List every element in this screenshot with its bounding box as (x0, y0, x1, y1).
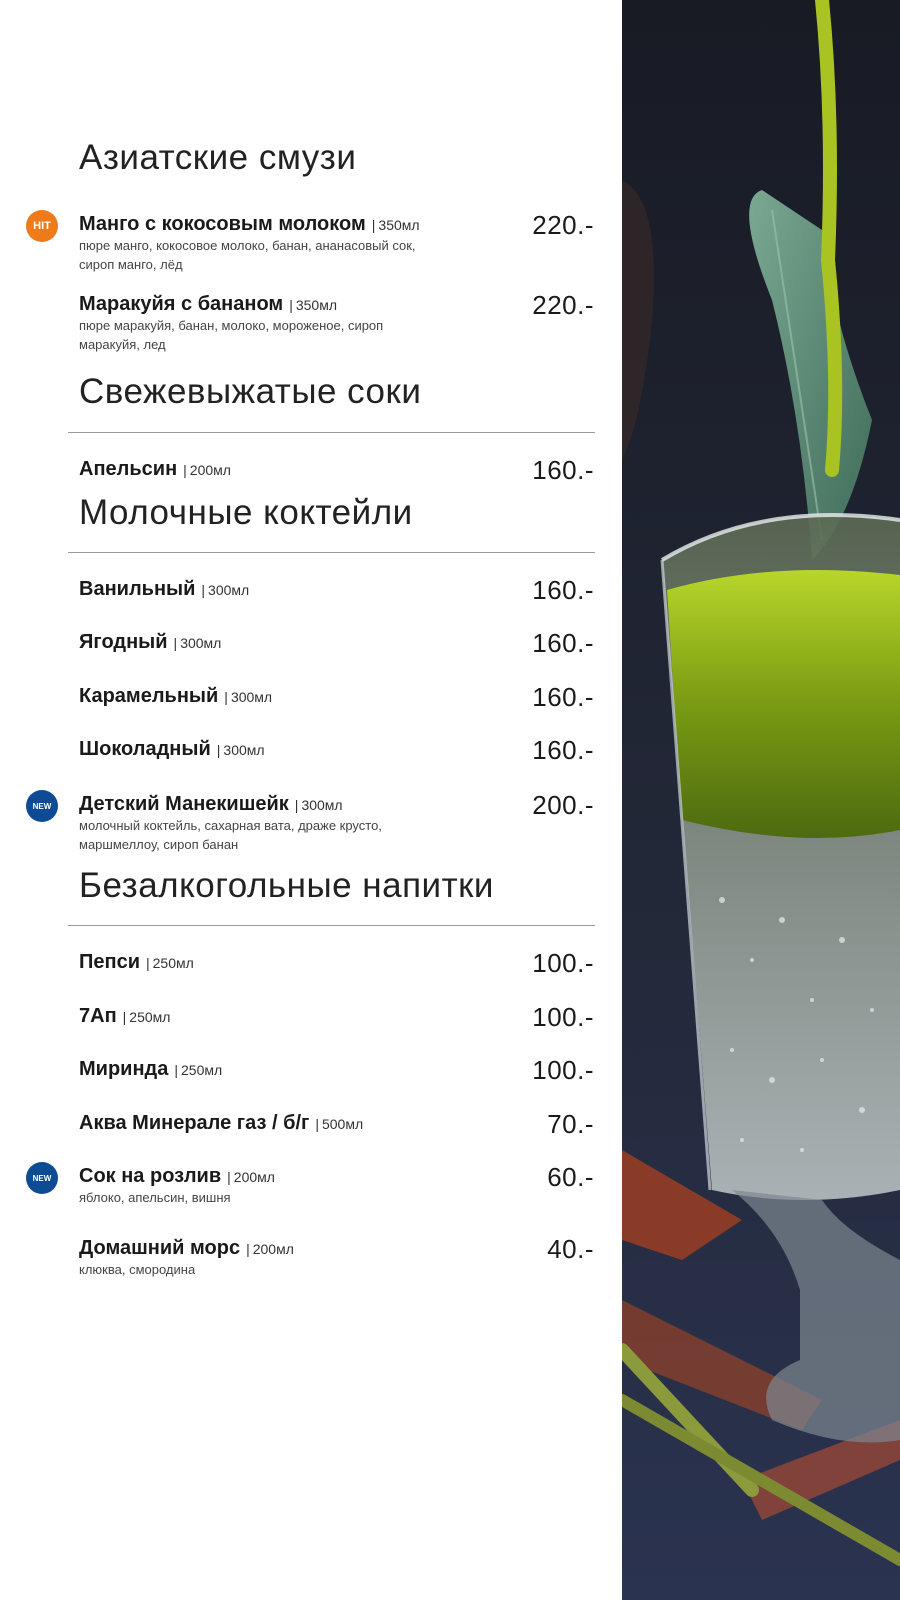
item-volume: 200мл (233, 1169, 275, 1185)
new-badge: NEW (26, 1162, 58, 1194)
item-name: Ягодный (79, 631, 168, 653)
item-price: 100.- (532, 1055, 594, 1085)
item-name: Аква Минерале газ / б/г (79, 1112, 310, 1134)
new-badge: NEW (26, 790, 58, 822)
item-description: яблоко, апельсин, вишня (79, 1190, 231, 1205)
item-name: Домашний морс (79, 1237, 241, 1259)
item-separator: | (224, 689, 228, 705)
item-name: 7Ап (79, 1005, 117, 1027)
menu-item-mango-coconut (79, 210, 594, 274)
item-separator: | (315, 1116, 319, 1132)
item-price: 70.- (547, 1109, 594, 1139)
item-volume: 200мл (189, 462, 231, 478)
menu-item-draft-juice (79, 1162, 594, 1207)
section-title-asian-smoothies: Азиатские смузи (79, 138, 357, 177)
item-separator: | (371, 217, 376, 233)
item-price: 160.- (532, 455, 594, 485)
section-divider (68, 432, 595, 433)
item-price: 220.- (532, 290, 594, 320)
section-divider (68, 552, 595, 553)
item-separator: | (174, 1062, 179, 1078)
item-separator: | (173, 635, 178, 651)
item-price: 200.- (532, 790, 594, 820)
menu-item-chocolate (79, 735, 594, 765)
item-separator: | (146, 955, 150, 971)
menu-item-mirinda (79, 1055, 594, 1085)
menu-item-orange (79, 455, 594, 485)
section-title-fresh-juices: Свежевыжатые соки (79, 372, 422, 411)
item-separator: | (201, 582, 206, 598)
item-volume: 300мл (223, 742, 265, 758)
green-smoothie-glass-photo (622, 0, 900, 1600)
item-name: Детский Манекишейк (79, 793, 289, 815)
section-title-milkshakes: Молочные коктейли (79, 493, 413, 532)
item-price: 100.- (532, 948, 594, 978)
item-price: 60.- (547, 1162, 594, 1192)
menu-item-caramel (79, 682, 594, 712)
item-price: 40.- (547, 1234, 594, 1264)
item-price: 160.- (532, 735, 594, 765)
item-separator: | (122, 1009, 127, 1025)
menu-item-vanilla (79, 575, 594, 605)
item-description: клюква, смородина (79, 1262, 196, 1277)
hit-badge: HIT (26, 210, 58, 242)
item-separator: | (294, 797, 299, 813)
item-separator: | (216, 742, 221, 758)
item-volume: 350мл (295, 297, 338, 313)
menu-item-homemade-mors (79, 1234, 594, 1279)
item-separator: | (289, 297, 293, 313)
item-description: пюре манго, кокосовое молоко, банан, ананасовый сок, сироп манго, лёд (79, 238, 416, 272)
item-separator: | (246, 1241, 250, 1257)
item-name: Миринда (79, 1058, 169, 1080)
item-description: пюре маракуйя, банан, молоко, мороженое, сироп маракуйя, лед (79, 318, 384, 352)
drink-photo (622, 0, 900, 1600)
item-price: 160.- (532, 682, 594, 712)
item-price: 220.- (532, 210, 594, 240)
menu-item-berry (79, 628, 594, 658)
item-volume: 500мл (321, 1116, 364, 1132)
item-separator: | (227, 1169, 231, 1185)
item-name: Шоколадный (79, 738, 211, 760)
section-divider (68, 925, 595, 926)
item-name: Апельсин (79, 458, 178, 480)
menu-item-aqua-minerale (79, 1109, 594, 1139)
item-name: Ванильный (79, 578, 196, 600)
item-volume: 250мл (152, 955, 194, 971)
item-volume: 250мл (181, 1062, 223, 1078)
item-name: Пепси (79, 951, 140, 973)
item-volume: 300мл (301, 797, 343, 813)
item-volume: 200мл (252, 1241, 294, 1257)
item-volume: 300мл (230, 689, 273, 705)
item-volume: 350мл (378, 217, 420, 233)
item-name: Карамельный (79, 685, 219, 707)
item-separator: | (183, 462, 187, 478)
item-name: Сок на розлив (79, 1165, 222, 1187)
item-description: молочный коктейль, сахарная вата, драже крусто, маршмеллоу, сироп банан (79, 818, 382, 852)
item-price: 160.- (532, 575, 594, 605)
item-name: Манго с кокосовым молоком (79, 213, 366, 235)
item-price: 160.- (532, 628, 594, 658)
menu-item-7up (79, 1002, 594, 1032)
item-price: 100.- (532, 1002, 594, 1032)
item-volume: 300мл (208, 582, 250, 598)
item-volume: 250мл (129, 1009, 171, 1025)
item-name: Маракуйя с бананом (79, 293, 284, 315)
item-volume: 300мл (180, 635, 222, 651)
menu-item-passionfruit-banana (79, 290, 594, 354)
menu-item-pepsi (79, 948, 594, 978)
menu-item-kids-shake (79, 790, 594, 854)
section-title-soft-drinks: Безалкогольные напитки (79, 866, 494, 905)
